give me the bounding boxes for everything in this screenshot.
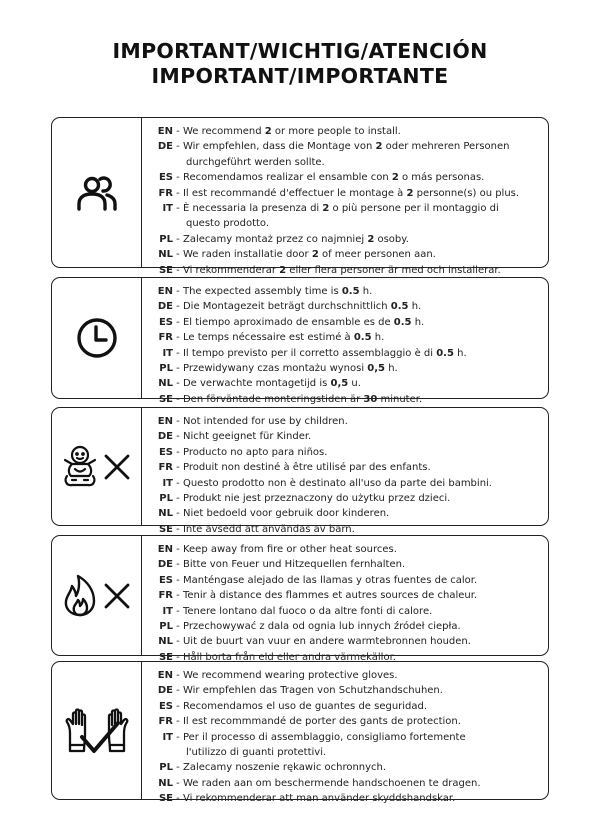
separator: - <box>173 416 183 427</box>
separator: - <box>173 685 183 697</box>
separator: - <box>173 731 183 743</box>
protective-gloves-icon <box>62 707 132 755</box>
emphasis-value: 0.5 <box>436 347 454 359</box>
emphasis-value: 0.5 <box>353 332 372 344</box>
separator: - <box>173 363 183 375</box>
language-code: NL <box>158 636 173 648</box>
language-code: PL <box>159 762 173 774</box>
line-text: h. <box>453 347 467 359</box>
line-text: Not intended for use by children. <box>182 416 348 427</box>
separator: - <box>173 777 183 789</box>
separator: - <box>173 493 183 505</box>
text-line <box>150 760 544 775</box>
line-text: Keep away from fire or other heat sources. <box>182 544 397 555</box>
language-code: FR <box>158 332 173 344</box>
separator: - <box>173 126 183 137</box>
text-line <box>150 361 544 376</box>
line-text: Tenir à distance des flammes et autres sources de chaleur. <box>182 590 478 602</box>
text-line <box>150 170 544 185</box>
separator: - <box>173 446 183 458</box>
text-line <box>150 429 544 444</box>
language-code: SE <box>158 651 173 663</box>
line-text: h. <box>411 316 425 328</box>
line-text: Przechowywać z dala od ognia lub innych źródeł ciepła. <box>182 621 461 633</box>
separator: - <box>173 636 183 648</box>
separator: - <box>173 141 183 153</box>
line-text: Inte avsedd att användas av barn. <box>182 523 355 535</box>
language-code: IT <box>162 347 173 359</box>
separator: - <box>173 347 183 359</box>
language-code: ES <box>158 172 173 184</box>
language-code: EN <box>157 670 173 681</box>
emphasis-value: 0.5 <box>341 286 360 297</box>
text-line <box>150 714 544 729</box>
language-code: NL <box>158 378 173 390</box>
text-line <box>150 284 544 299</box>
language-code: SE <box>158 393 173 405</box>
line-text: personne(s) ou plus. <box>413 187 520 199</box>
language-code: PL <box>159 363 173 375</box>
separator: - <box>173 716 183 728</box>
line-text: We recommend wearing protective gloves. <box>182 670 398 681</box>
separator: - <box>173 793 183 805</box>
line-text: Il est recommmandé de porter des gants de protection. <box>182 716 461 728</box>
line-text: Bitte von Feuer und Hitzequellen fernhalten. <box>182 559 406 571</box>
text-line <box>150 668 544 683</box>
line-text: De verwachte montagetijd is <box>182 378 331 390</box>
language-code: IT <box>162 605 173 617</box>
language-code: EN <box>157 544 173 555</box>
text-line <box>150 791 544 806</box>
language-code: NL <box>158 777 173 789</box>
no-children-icon <box>58 442 136 492</box>
language-code: IT <box>162 731 173 743</box>
line-text: h. <box>359 286 373 297</box>
separator: - <box>173 621 183 633</box>
line-text: Le temps nécessaire est estimé à <box>182 332 354 344</box>
text-line <box>150 683 544 698</box>
language-code: SE <box>158 793 173 805</box>
language-code: FR <box>158 590 173 602</box>
line-text: The expected assembly time is <box>182 286 342 297</box>
language-code: NL <box>158 508 173 520</box>
language-code: SE <box>158 523 173 535</box>
emphasis-value: 0,5 <box>330 378 349 390</box>
separator: - <box>173 559 183 571</box>
text-line <box>150 186 544 201</box>
line-text: Niet bedoeld voor gebruik door kinderen. <box>182 508 390 520</box>
emphasis-value: 2 <box>406 187 414 199</box>
line-text: of meer personen aan. <box>318 249 436 261</box>
separator: - <box>173 605 183 617</box>
text-line <box>150 491 544 506</box>
line-text: Tenere lontano dal fuoco o da altre fonti di calore. <box>182 605 433 617</box>
separator: - <box>173 477 183 489</box>
text-line <box>150 330 544 345</box>
emphasis-value: 0,5 <box>367 363 386 375</box>
language-code: FR <box>158 462 173 474</box>
text-line <box>150 232 544 247</box>
language-code: IT <box>162 477 173 489</box>
clock-icon <box>75 316 119 360</box>
language-code: DE <box>157 431 173 443</box>
text-line <box>150 299 544 314</box>
line-text: Produkt nie jest przeznaczony do użytku przez dzieci. <box>182 493 451 505</box>
line-text: or more people to install. <box>271 126 401 137</box>
line-text: Il est recommandé d'effectuer le montage à <box>182 187 407 199</box>
line-text: We raden installatie door <box>182 249 312 261</box>
emphasis-value: 0.5 <box>393 316 412 328</box>
separator: - <box>173 590 183 602</box>
emphasis-value: 2 <box>322 203 330 215</box>
text-line <box>150 573 544 588</box>
line-text: osoby. <box>374 233 409 245</box>
separator: - <box>173 762 183 774</box>
line-text: Nicht geeignet für Kinder. <box>182 431 312 443</box>
page-title: IMPORTANT/WICHTIG/ATENCIÓN <box>112 39 488 63</box>
text-line <box>150 392 544 407</box>
separator: - <box>173 431 183 443</box>
separator: - <box>173 172 183 184</box>
emphasis-value: 2 <box>367 233 375 245</box>
line-text: oder mehreren Personen <box>382 141 510 153</box>
line-text: Den förväntade monteringstiden är <box>182 393 364 405</box>
line-text: durchgeführt werden sollte. <box>186 156 325 168</box>
language-code: ES <box>158 316 173 328</box>
line-text: Recomendamos el uso de guantes de seguridad. <box>182 700 428 712</box>
language-code: EN <box>157 126 173 137</box>
line-text: h. <box>371 332 385 344</box>
section-text <box>150 668 544 807</box>
text-line <box>150 139 544 154</box>
text-line <box>150 216 544 231</box>
line-text: Vi rekommenderar att man använder skyddshandskar. <box>182 793 456 805</box>
language-code: DE <box>157 301 173 313</box>
text-line <box>150 263 544 278</box>
separator: - <box>173 203 183 215</box>
language-code: ES <box>158 700 173 712</box>
section-text <box>150 414 544 537</box>
text-line <box>150 506 544 521</box>
language-code: SE <box>158 264 173 276</box>
line-text: minuter. <box>377 393 423 405</box>
line-text: h. <box>385 363 398 375</box>
text-line <box>150 315 544 330</box>
language-code: EN <box>157 286 173 297</box>
line-text: Vi rekommenderar <box>182 264 280 276</box>
line-text: o más personas. <box>398 172 485 184</box>
emphasis-value: 0.5 <box>390 301 409 313</box>
separator: - <box>173 700 183 712</box>
line-text: Il tempo previsto per il corretto assemblaggio è di <box>182 347 437 359</box>
section-assembly-time <box>51 277 549 405</box>
section-text <box>150 284 544 407</box>
separator: - <box>173 523 183 535</box>
line-text: We recommend <box>182 126 265 137</box>
icon-cell <box>52 662 142 799</box>
language-code: DE <box>157 141 173 153</box>
text-line <box>150 476 544 491</box>
language-code: EN <box>157 416 173 427</box>
emphasis-value: 2 <box>375 141 383 153</box>
separator: - <box>173 670 183 681</box>
line-text: Questo prodotto non è destinato all'uso da parte dei bambini. <box>182 477 492 489</box>
text-line <box>150 730 544 745</box>
language-code: ES <box>158 446 173 458</box>
text-line <box>150 542 544 557</box>
language-code: IT <box>162 203 173 215</box>
language-code: PL <box>159 233 173 245</box>
text-line <box>150 619 544 634</box>
emphasis-value: 2 <box>279 264 287 276</box>
language-code: FR <box>158 716 173 728</box>
separator: - <box>173 393 183 405</box>
text-line <box>150 155 544 170</box>
section-fire <box>51 535 549 663</box>
section-text <box>150 542 544 665</box>
text-line <box>150 201 544 216</box>
text-line <box>150 445 544 460</box>
line-text: o più persone per il montaggio di <box>329 203 499 215</box>
separator: - <box>173 249 183 261</box>
line-text: Produit non destiné à être utilisé par des enfants. <box>182 462 431 474</box>
section-two-people <box>51 117 549 276</box>
text-line <box>150 346 544 361</box>
text-line <box>150 414 544 429</box>
line-text: l'utilizzo di guanti protettivi. <box>186 747 327 759</box>
line-text: Wir empfehlen das Tragen von Schutzhandschuhen. <box>182 685 443 697</box>
separator: - <box>173 187 183 199</box>
emphasis-value: 2 <box>391 172 399 184</box>
text-line <box>150 604 544 619</box>
separator: - <box>173 301 183 313</box>
line-text: eller flera personer är med och installerar. <box>286 264 501 276</box>
line-text: Uit de buurt van vuur en andere warmtebronnen houden. <box>182 636 471 648</box>
separator: - <box>173 544 183 555</box>
line-text: Zalecamy montaż przez co najmniej <box>182 233 368 245</box>
text-line <box>150 699 544 714</box>
line-text: Producto no apto para niños. <box>182 446 328 458</box>
language-code: DE <box>157 685 173 697</box>
separator: - <box>173 316 183 328</box>
line-text: Wir empfehlen, dass die Montage von <box>182 141 376 153</box>
line-text: Håll borta från eld eller andra värmekällor. <box>182 651 396 663</box>
icon-cell <box>52 278 142 398</box>
icon-cell <box>52 118 142 267</box>
language-code: NL <box>158 249 173 261</box>
line-text: Per il processo di assemblaggio, consigliamo fortemente <box>182 731 466 743</box>
separator: - <box>173 574 183 586</box>
separator: - <box>173 462 183 474</box>
line-text: El tiempo aproximado de ensamble es de <box>182 316 394 328</box>
two-people-icon <box>75 171 119 215</box>
line-text: u. <box>348 378 361 390</box>
text-line <box>150 588 544 603</box>
emphasis-value: 30 <box>363 393 378 405</box>
text-line <box>150 745 544 760</box>
language-code: ES <box>158 574 173 586</box>
emphasis-value: 2 <box>264 126 272 137</box>
line-text: È necessaria la presenza di <box>182 203 323 215</box>
text-line <box>150 460 544 475</box>
separator: - <box>173 233 183 245</box>
separator: - <box>173 286 183 297</box>
language-code: PL <box>159 621 173 633</box>
separator: - <box>173 332 183 344</box>
line-text: Przewidywany czas montażu wynosi <box>182 363 368 375</box>
separator: - <box>173 378 183 390</box>
line-text: Manténgase alejado de las llamas y otras fuentes de calor. <box>182 574 478 586</box>
separator: - <box>173 508 183 520</box>
section-text <box>150 124 544 278</box>
icon-cell <box>52 536 142 655</box>
icon-cell <box>52 408 142 525</box>
line-text: h. <box>408 301 422 313</box>
line-text: Die Montagezeit beträgt durchschnittlich <box>182 301 391 313</box>
text-line <box>150 634 544 649</box>
language-code: PL <box>159 493 173 505</box>
emphasis-value: 2 <box>311 249 319 261</box>
text-line <box>150 376 544 391</box>
separator: - <box>173 651 183 663</box>
text-line <box>150 124 544 139</box>
text-line <box>150 776 544 791</box>
line-text: questo prodotto. <box>186 218 270 230</box>
text-line <box>150 557 544 572</box>
language-code: DE <box>157 559 173 571</box>
line-text: We raden aan om beschermende handschoenen te dragen. <box>182 777 481 789</box>
separator: - <box>173 264 183 276</box>
no-fire-icon <box>58 571 136 621</box>
text-line <box>150 247 544 262</box>
line-text: Recomendamos realizar el ensamble con <box>182 172 392 184</box>
page-subtitle: IMPORTANT/IMPORTANTE <box>151 64 449 88</box>
section-gloves <box>51 661 549 805</box>
line-text: Zalecamy noszenie rękawic ochronnych. <box>182 762 387 774</box>
language-code: FR <box>158 187 173 199</box>
section-children <box>51 407 549 535</box>
